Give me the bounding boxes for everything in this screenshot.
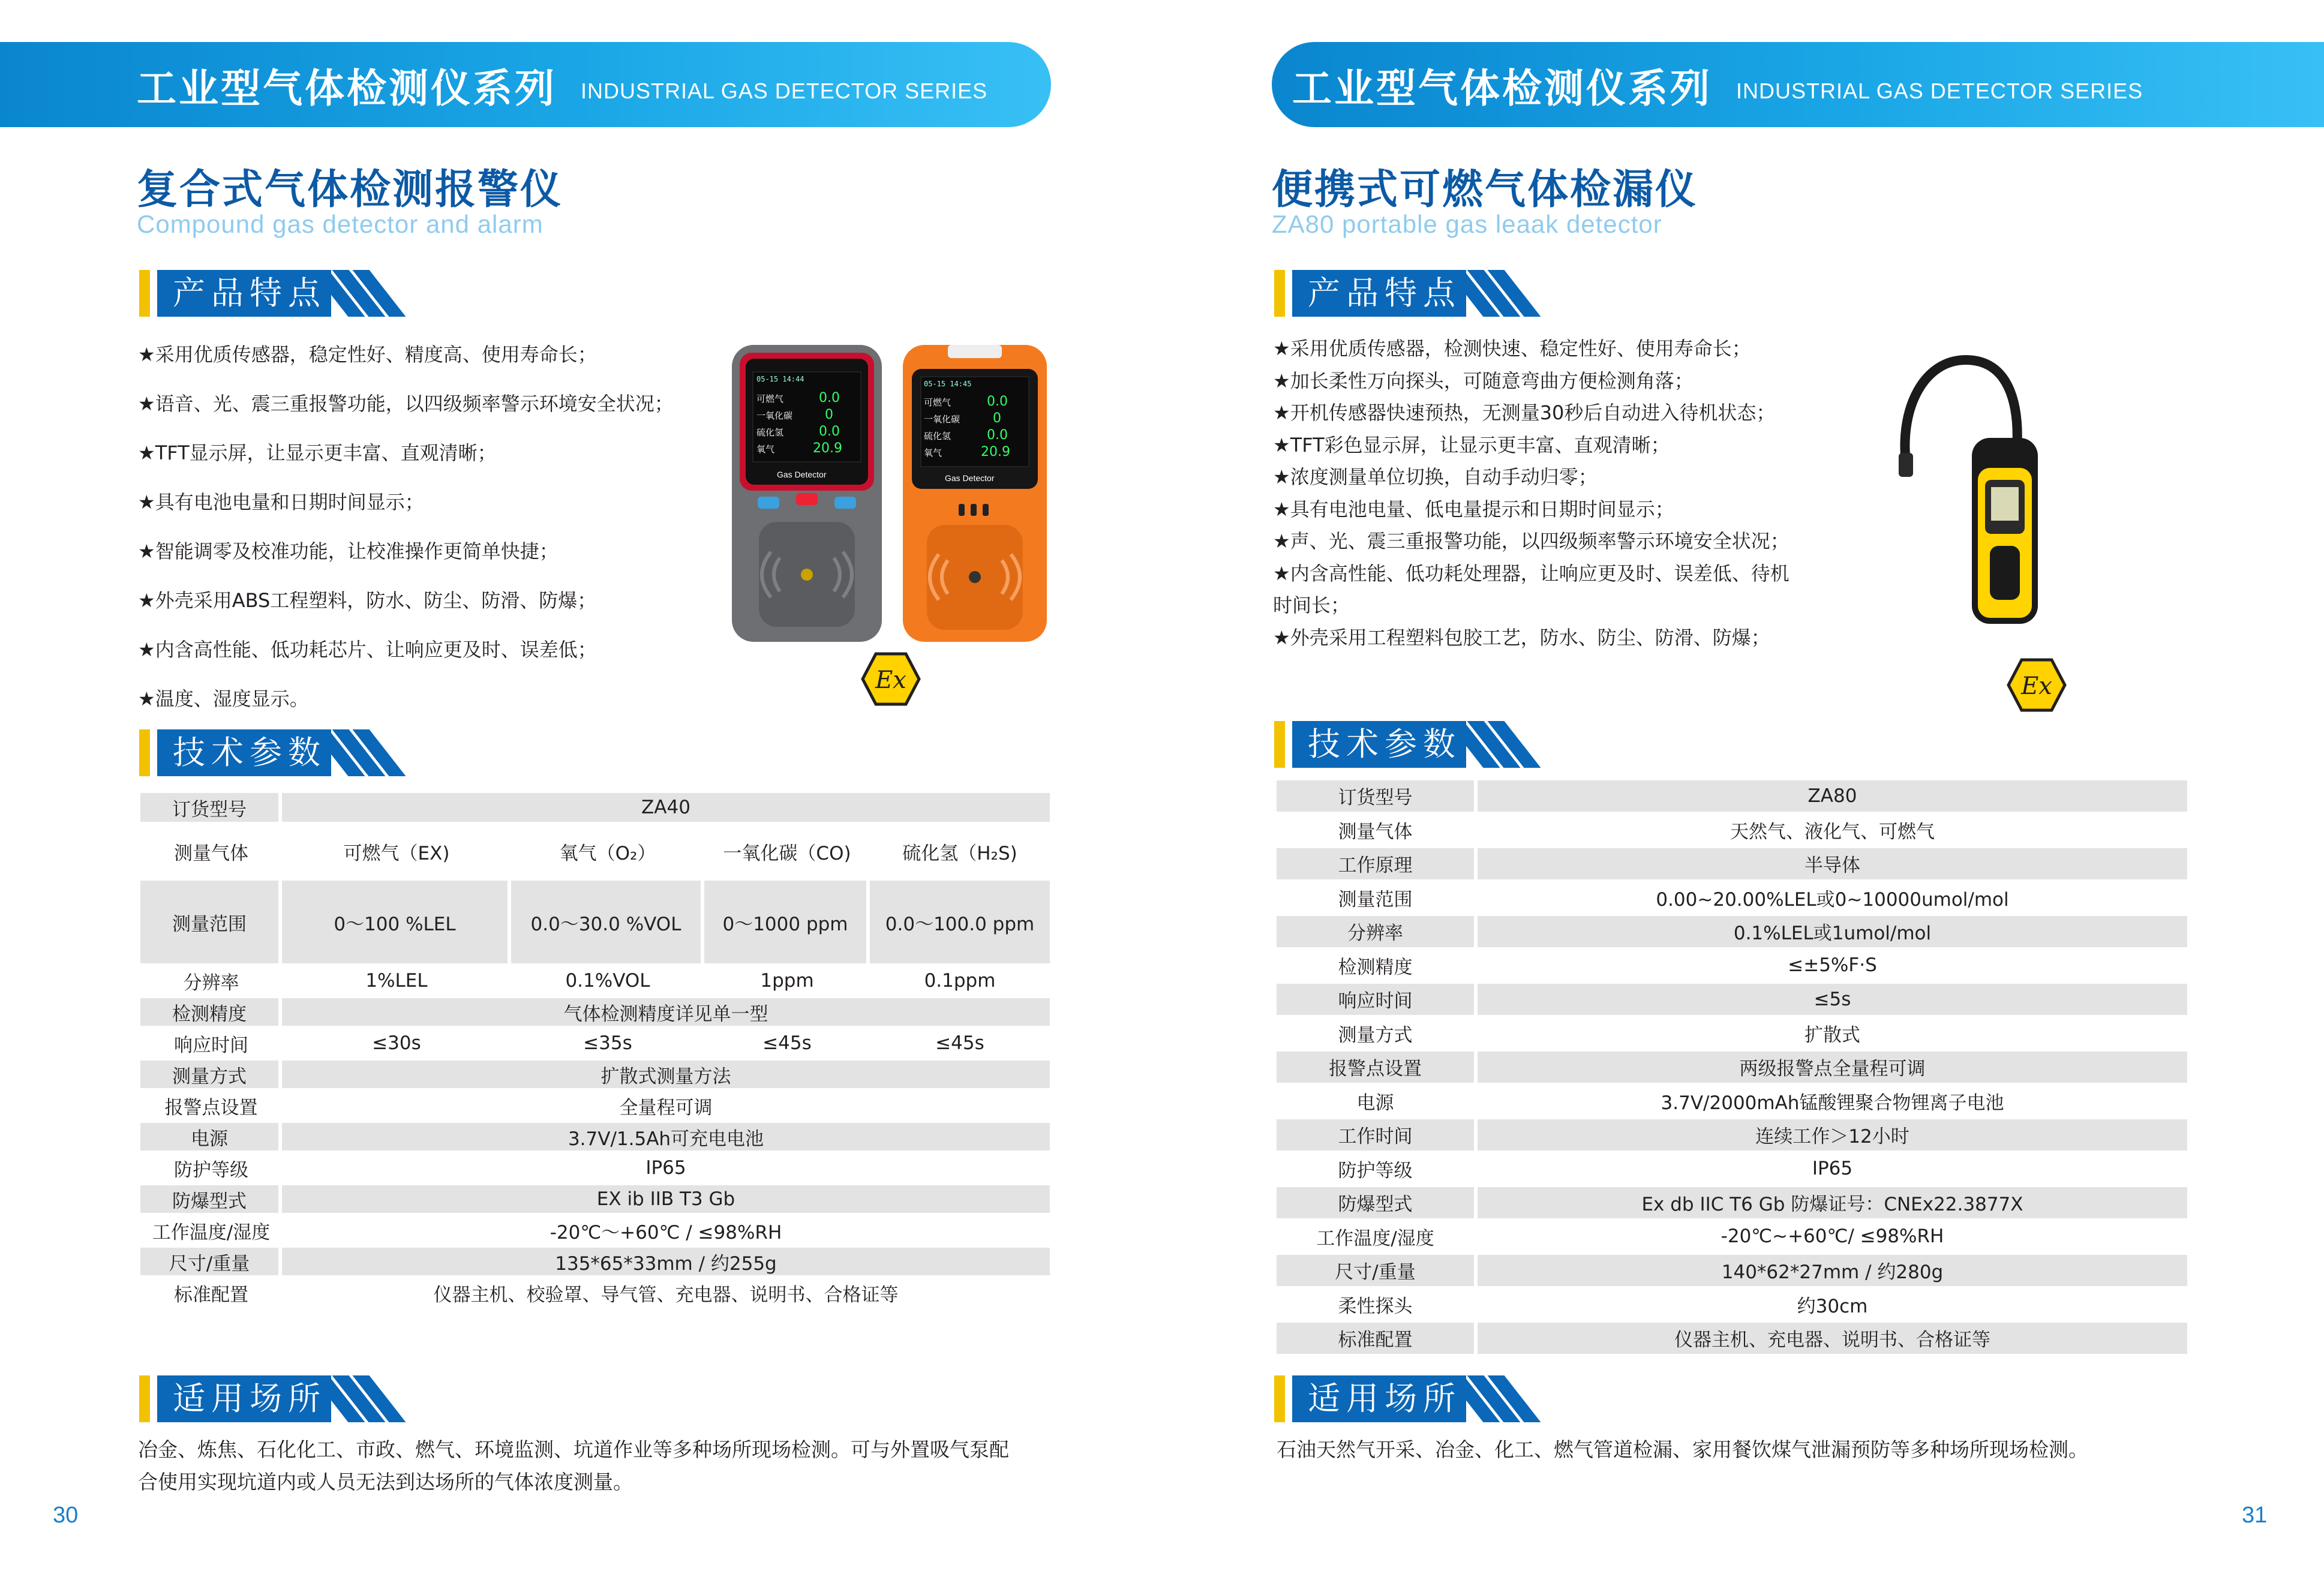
spec-value: -20℃~+60℃/ ≤98%RH bbox=[1721, 1225, 1944, 1248]
spec-key: 测量范围 bbox=[140, 881, 282, 963]
device-row-label: 氧气 bbox=[924, 447, 942, 458]
spec-key: 电源 bbox=[140, 1123, 282, 1151]
spec-key: 柔性探头 bbox=[1277, 1289, 1478, 1320]
application-line: 石油天然气开采、冶金、化工、燃气管道检漏、家用餐饮煤气泄漏预防等多种场所现场检测。 bbox=[1277, 1438, 2088, 1461]
device-clock: 05-15 14:44 bbox=[756, 375, 804, 383]
device-row-label: 硫化氢 bbox=[756, 427, 784, 438]
device-row-label: 硫化氢 bbox=[924, 431, 951, 441]
feature-item: ★浓度测量单位切换，自动手动归零； bbox=[1273, 465, 1598, 488]
orange-gas-detector-image bbox=[900, 342, 1050, 645]
spec-value: 扩散式 bbox=[1804, 1024, 1860, 1046]
spec-table bbox=[140, 789, 1050, 1310]
feature-item: ★加长柔性万向探头，可随意弯曲方便检测角落； bbox=[1273, 369, 1694, 392]
tech-heading-label: 技术参数 bbox=[157, 729, 331, 776]
feature-item: ★TFT显示屏，让显示更丰富、直观清晰； bbox=[138, 441, 497, 464]
device-label: Gas Detector bbox=[777, 470, 827, 479]
device-row-value: 0.0 bbox=[987, 394, 1008, 409]
spec-value: 可燃气（EX) bbox=[343, 842, 450, 864]
product-title: 复合式气体检测报警仪 bbox=[137, 166, 563, 214]
spec-key: 标准配置 bbox=[174, 1284, 248, 1306]
table-row bbox=[1277, 916, 2187, 947]
spec-value: 半导体 bbox=[1478, 848, 2187, 879]
spec-key: 防护等级 bbox=[1277, 1154, 1478, 1185]
spec-value: ≤45s bbox=[935, 1032, 984, 1054]
spec-key: 检测精度 bbox=[1277, 950, 1478, 981]
table-row bbox=[1277, 984, 2187, 1015]
device-row-label: 一氧化碳 bbox=[924, 414, 960, 425]
spec-key: 订货型号 bbox=[140, 793, 282, 822]
spec-key: 响应时间 bbox=[1277, 984, 1478, 1015]
spec-value: ZA80 bbox=[1478, 780, 2187, 812]
table-row bbox=[1277, 1255, 2187, 1286]
device-row-value: 20.9 bbox=[981, 444, 1010, 459]
table-row bbox=[140, 1092, 1050, 1119]
device-row-value: 0 bbox=[825, 407, 833, 422]
spec-key: 分辨率 bbox=[183, 972, 239, 994]
spec-key: 测量方式 bbox=[1277, 1018, 1478, 1049]
spec-key: 测量范围 bbox=[1277, 882, 1478, 914]
page-number: 31 bbox=[2242, 1503, 2268, 1528]
table-row bbox=[1277, 780, 2187, 812]
spec-value: ≤±5%F·S bbox=[1788, 954, 1877, 977]
spec-value: 0.1%LEL或1umol/mol bbox=[1478, 916, 2187, 947]
device-row-value: 0.0 bbox=[819, 391, 840, 405]
ex-mark-text: Ex bbox=[875, 666, 906, 694]
spec-table bbox=[1277, 777, 2187, 1357]
device-row-value: 0 bbox=[993, 411, 1001, 426]
table-row bbox=[140, 793, 1050, 822]
spec-value: 3.7V/1.5Ah可充电电池 bbox=[282, 1123, 1050, 1151]
spec-key: 报警点设置 bbox=[164, 1097, 258, 1119]
spec-value: ZA40 bbox=[282, 793, 1050, 822]
table-row bbox=[1277, 1323, 2187, 1354]
banner-subtitle: INDUSTRIAL GAS DETECTOR SERIES bbox=[581, 79, 988, 103]
spec-value: 0.0～30.0 %VOL bbox=[511, 881, 704, 963]
spec-key: 防爆型式 bbox=[1277, 1187, 1478, 1218]
spec-key: 工作温度/湿度 bbox=[152, 1221, 271, 1243]
tech-heading-label: 技术参数 bbox=[1292, 721, 1466, 768]
right-page bbox=[1162, 0, 2324, 1577]
spec-key: 工作时间 bbox=[1277, 1119, 1478, 1151]
spec-key: 测量气体 bbox=[1277, 815, 1478, 846]
table-row bbox=[1277, 950, 2187, 981]
banner-title: 工业型气体检测仪系列 bbox=[137, 65, 557, 112]
feature-item: ★智能调零及校准功能，让校准操作更简单快捷； bbox=[138, 540, 559, 563]
spec-value: 仪器主机、校验罩、导气管、充电器、说明书、合格证等 bbox=[433, 1284, 899, 1306]
table-row bbox=[1277, 848, 2187, 879]
spec-value: 3.7V/2000mAh锰酸锂聚合物锂离子电池 bbox=[1661, 1092, 2004, 1114]
spec-value: 扩散式测量方法 bbox=[282, 1061, 1050, 1088]
feature-item: ★外壳采用ABS工程塑料，防水、防尘、防滑、防爆； bbox=[138, 589, 597, 612]
spec-value: 全量程可调 bbox=[619, 1097, 713, 1119]
page-number: 30 bbox=[53, 1503, 79, 1528]
table-row bbox=[140, 1248, 1050, 1275]
spec-key: 标准配置 bbox=[1277, 1323, 1478, 1354]
table-row bbox=[140, 1123, 1050, 1151]
device-clock: 05-15 14:45 bbox=[924, 380, 972, 388]
application-heading-label: 适用场所 bbox=[157, 1375, 331, 1422]
feature-item: ★内含高性能、低功耗处理器，让响应更及时、误差低、待机 bbox=[1273, 561, 1789, 585]
spec-value: 天然气、液化气、可燃气 bbox=[1730, 821, 1935, 843]
table-row bbox=[140, 1185, 1050, 1213]
table-row bbox=[1277, 1154, 2187, 1185]
banner-title: 工业型气体检测仪系列 bbox=[1292, 65, 1712, 112]
table-row bbox=[140, 998, 1050, 1026]
ex-explosion-proof-icon bbox=[2007, 658, 2067, 712]
table-row bbox=[1277, 1052, 2187, 1083]
device-row-label: 氧气 bbox=[756, 444, 775, 455]
device-row-label: 一氧化碳 bbox=[756, 410, 793, 421]
spec-key: 订货型号 bbox=[1277, 780, 1478, 812]
application-heading-label: 适用场所 bbox=[1292, 1375, 1466, 1422]
application-heading bbox=[139, 1375, 409, 1422]
device-row-value: 0.0 bbox=[819, 424, 840, 439]
spec-value: 两级报警点全量程可调 bbox=[1478, 1052, 2187, 1083]
spec-value: EX ib IIB T3 Gb bbox=[282, 1185, 1050, 1213]
spec-key: 报警点设置 bbox=[1277, 1052, 1478, 1083]
spec-value: 0.00~20.00%LEL或0~10000umol/mol bbox=[1656, 888, 2009, 911]
feature-item: ★具有电池电量和日期时间显示； bbox=[138, 491, 424, 513]
table-row bbox=[140, 1061, 1050, 1088]
spec-value: 氧气（O₂） bbox=[559, 842, 656, 864]
table-row bbox=[140, 825, 1050, 877]
feature-item: ★TFT彩色显示屏，让显示更丰富、直观清晰； bbox=[1273, 433, 1670, 456]
table-row bbox=[1277, 1289, 2187, 1320]
features-list bbox=[1273, 333, 1789, 654]
table-row bbox=[1277, 882, 2187, 914]
spec-value: ≤35s bbox=[583, 1032, 632, 1054]
spec-value: ≤5s bbox=[1478, 984, 2187, 1015]
spec-key: 工作原理 bbox=[1277, 848, 1478, 879]
ex-mark-text: Ex bbox=[2021, 672, 2052, 700]
feature-item: ★开机传感器快速预热，无测量30秒后自动进入待机状态； bbox=[1273, 401, 1776, 424]
device-label: Gas Detector bbox=[945, 473, 995, 483]
spec-value: 气体检测精度详见单一型 bbox=[282, 998, 1050, 1026]
table-row bbox=[140, 1216, 1050, 1244]
features-heading-label: 产品特点 bbox=[1292, 270, 1466, 317]
feature-item: ★具有电池电量、低电量提示和日期时间显示； bbox=[1273, 497, 1674, 521]
table-row bbox=[1277, 815, 2187, 846]
spec-value: ≤45s bbox=[762, 1032, 812, 1054]
spec-value: 硫化氢（H₂S) bbox=[902, 842, 1017, 864]
spec-value: 连续工作＞12小时 bbox=[1478, 1119, 2187, 1151]
feature-item: ★语音、光、震三重报警功能，以四级频率警示环境安全状况； bbox=[138, 392, 674, 415]
spec-value: 0.0～100.0 ppm bbox=[870, 881, 1050, 963]
spec-value: 140*62*27mm / 约280g bbox=[1478, 1255, 2187, 1286]
spec-value: 一氧化碳（CO) bbox=[723, 842, 851, 864]
tech-heading bbox=[139, 729, 409, 776]
product-title: 便携式可燃气体检漏仪 bbox=[1272, 166, 1698, 214]
spec-key: 防护等级 bbox=[174, 1159, 248, 1181]
features-heading bbox=[1274, 270, 1544, 317]
table-row bbox=[140, 1154, 1050, 1182]
application-text bbox=[1277, 1434, 2088, 1466]
device-row-value: 0.0 bbox=[987, 428, 1008, 443]
application-heading bbox=[1274, 1375, 1544, 1422]
spec-key: 检测精度 bbox=[140, 998, 282, 1026]
spec-value: 1%LEL bbox=[365, 970, 428, 992]
spec-value: IP65 bbox=[645, 1157, 686, 1179]
spec-key: 工作温度/湿度 bbox=[1277, 1221, 1478, 1252]
spec-value: 0～100 %LEL bbox=[282, 881, 511, 963]
product-subtitle: ZA80 portable gas leaak detector bbox=[1272, 210, 1662, 238]
spec-key: 尺寸/重量 bbox=[140, 1248, 282, 1275]
table-row bbox=[1277, 1221, 2187, 1252]
spec-value: 0～1000 ppm bbox=[704, 881, 870, 963]
feature-item: ★声、光、震三重报警功能，以四级频率警示环境安全状况； bbox=[1273, 530, 1789, 552]
tech-heading bbox=[1274, 721, 1544, 768]
application-line: 合使用实现坑道内或人员无法到达场所的气体浓度测量。 bbox=[138, 1470, 633, 1494]
feature-item: ★内含高性能、低功耗芯片、让响应更及时、误差低； bbox=[138, 638, 597, 661]
ex-explosion-proof-icon bbox=[861, 652, 921, 706]
features-heading-label: 产品特点 bbox=[157, 270, 331, 317]
series-banner bbox=[0, 42, 1051, 127]
features-heading bbox=[139, 270, 409, 317]
device-row-label: 可燃气 bbox=[924, 397, 951, 408]
product-subtitle: Compound gas detector and alarm bbox=[137, 210, 544, 238]
application-line: 冶金、炼焦、石化化工、市政、燃气、环境监测、坑道作业等多种场所现场检测。可与外置吸气泵配 bbox=[138, 1438, 1009, 1461]
application-text bbox=[138, 1434, 1009, 1498]
spec-key: 测量气体 bbox=[174, 842, 248, 864]
spec-value: Ex db IIC T6 Gb 防爆证号：CNEx22.3877X bbox=[1478, 1187, 2187, 1218]
spec-key: 分辨率 bbox=[1277, 916, 1478, 947]
spec-key: 测量方式 bbox=[140, 1061, 282, 1088]
banner-subtitle: INDUSTRIAL GAS DETECTOR SERIES bbox=[1736, 79, 2143, 103]
spec-value: ≤30s bbox=[372, 1032, 421, 1054]
table-row bbox=[140, 1279, 1050, 1306]
spec-value: IP65 bbox=[1812, 1158, 1853, 1180]
device-row-value: 20.9 bbox=[813, 441, 842, 456]
spec-key: 尺寸/重量 bbox=[1277, 1255, 1478, 1286]
feature-item: ★采用优质传感器，检测快速、稳定性好、使用寿命长； bbox=[1273, 337, 1751, 360]
table-row bbox=[140, 881, 1050, 963]
spec-value: -20℃～+60℃ / ≤98%RH bbox=[550, 1221, 782, 1243]
feature-item: ★外壳采用工程塑料包胶工艺，防水、防尘、防滑、防爆； bbox=[1273, 626, 1770, 649]
features-list bbox=[138, 330, 674, 723]
spec-key: 防爆型式 bbox=[140, 1185, 282, 1213]
gray-gas-detector-image bbox=[729, 342, 885, 645]
spec-value: 0.1ppm bbox=[924, 970, 996, 992]
spec-value: 0.1%VOL bbox=[565, 970, 650, 992]
spec-value: 1ppm bbox=[760, 970, 814, 992]
table-row bbox=[1277, 1018, 2187, 1049]
table-row bbox=[140, 967, 1050, 995]
feature-item: 时间长； bbox=[1273, 594, 1350, 617]
device-row-label: 可燃气 bbox=[756, 394, 784, 404]
feature-item: ★采用优质传感器，稳定性好、精度高、使用寿命长； bbox=[138, 343, 597, 366]
spec-value: 仪器主机、充电器、说明书、合格证等 bbox=[1478, 1323, 2187, 1354]
feature-item: ★温度、湿度显示。 bbox=[138, 687, 309, 710]
spec-key: 电源 bbox=[1277, 1086, 1478, 1117]
table-row bbox=[1277, 1187, 2187, 1218]
table-row bbox=[140, 1029, 1050, 1057]
table-row bbox=[1277, 1086, 2187, 1117]
spec-value: 约30cm bbox=[1797, 1295, 1868, 1317]
series-banner bbox=[1272, 42, 2324, 127]
spec-value: 135*65*33mm / 约255g bbox=[282, 1248, 1050, 1275]
spec-key: 响应时间 bbox=[174, 1034, 248, 1056]
table-row bbox=[1277, 1119, 2187, 1151]
leak-detector-image bbox=[1888, 348, 2044, 636]
